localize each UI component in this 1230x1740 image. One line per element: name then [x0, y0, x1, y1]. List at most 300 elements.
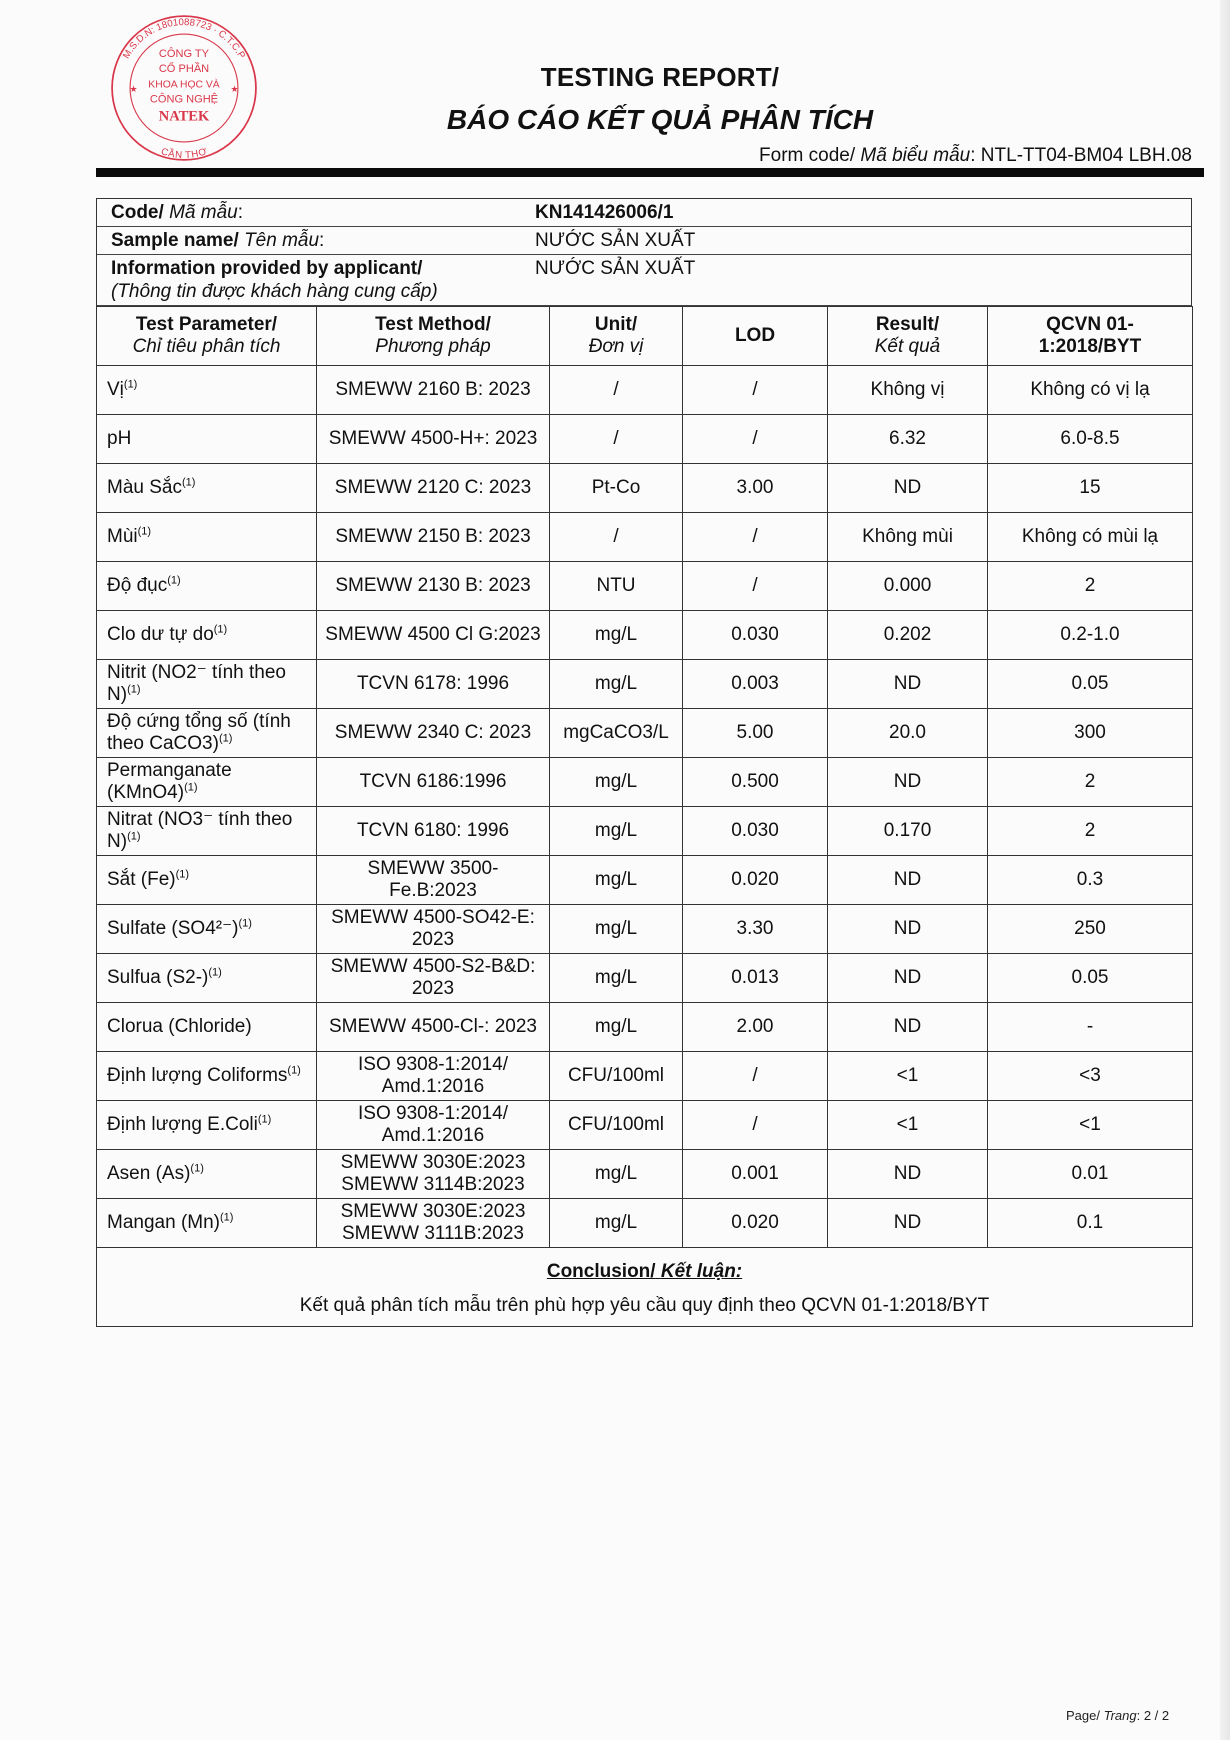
stamp-ring-text: M.S.D.N: 1801088723 · C.T.C.P: [121, 17, 248, 61]
cell-unit: [550, 856, 683, 905]
cell-limit: [988, 1199, 1193, 1248]
cell-unit: [550, 1101, 683, 1150]
cell-limit: [988, 905, 1193, 954]
param-text: Permanganate (KMnO4): [107, 760, 232, 803]
applicant-label-en: Information provided by applicant/: [111, 258, 423, 279]
cell-result: [828, 856, 988, 905]
cell-result: [828, 1003, 988, 1052]
cell-param: [97, 1150, 317, 1199]
lod-text: 0.001: [731, 1163, 779, 1184]
footnote-mark: (1): [220, 1211, 234, 1224]
unit-text: mg/L: [594, 1212, 638, 1233]
limit-text: 0.01: [1071, 1163, 1109, 1184]
method-text: SMEWW 2130 B: 2023: [335, 575, 531, 596]
page-value: : 2 / 2: [1136, 1708, 1170, 1723]
limit-text: <3: [1079, 1065, 1101, 1086]
form-code-label-vi: Mã biểu mẫu: [860, 145, 971, 166]
cell-unit: [550, 562, 683, 611]
cell-limit: [988, 464, 1193, 513]
cell-unit: [550, 513, 683, 562]
cell-result: [828, 415, 988, 464]
result-text: Không mùi: [862, 526, 953, 547]
limit-text: 0.05: [1071, 673, 1109, 694]
cell-param: [97, 807, 317, 856]
param-text: Mangan (Mn): [107, 1212, 220, 1233]
cell-unit: [550, 415, 683, 464]
stamp-line5: NATEK: [158, 108, 210, 125]
footnote-mark: (1): [257, 1113, 272, 1126]
cell-unit: [550, 905, 683, 954]
cell-limit: [988, 611, 1193, 660]
conclusion-title-en: Conclusion/: [546, 1261, 656, 1282]
code-value: KN141426006/1: [535, 202, 674, 223]
cell-result: [828, 709, 988, 758]
sample-value: NƯỚC SẢN XUẤT: [535, 230, 696, 251]
result-text: 6.32: [889, 428, 926, 449]
cell-result: [828, 758, 988, 807]
param-text: Vị: [107, 379, 124, 400]
table-row: [97, 513, 1193, 562]
results-table: [96, 306, 1193, 1327]
footnote-mark: (1): [218, 732, 233, 745]
cell-param: [97, 415, 317, 464]
table-row: [97, 905, 1193, 954]
cell-limit: [988, 807, 1193, 856]
cell-unit: [550, 1199, 683, 1248]
cell-lod: [683, 1101, 828, 1150]
header-qcvn-limit: [988, 307, 1193, 366]
cell-unit: [550, 807, 683, 856]
result-text: ND: [893, 477, 922, 498]
header-test-method-en: Test Method/: [375, 314, 491, 335]
unit-text: mg/L: [594, 918, 638, 939]
method-text: SMEWW 4500-Cl-: 2023: [328, 1016, 537, 1037]
cell-result: [828, 562, 988, 611]
lod-text: /: [752, 1114, 758, 1135]
unit-text: mg/L: [594, 820, 638, 841]
method-text: ISO 9308-1:2014/ Amd.1:2016: [358, 1054, 508, 1097]
footnote-mark: (1): [213, 623, 228, 636]
result-text: ND: [893, 869, 922, 890]
limit-text: 300: [1074, 722, 1106, 743]
cell-result: [828, 513, 988, 562]
cell-param: [97, 856, 317, 905]
cell-unit: [550, 1003, 683, 1052]
lod-text: /: [752, 526, 758, 547]
info-row-applicant: [97, 255, 1191, 306]
cell-limit: [988, 1150, 1193, 1199]
param-text: Độ đục: [107, 575, 168, 596]
lod-text: /: [752, 428, 758, 449]
limit-text: -: [1086, 1016, 1094, 1037]
limit-text: 0.3: [1076, 869, 1104, 890]
result-text: <1: [896, 1114, 919, 1135]
limit-text: 2: [1084, 820, 1096, 841]
table-row: [97, 856, 1193, 905]
header-unit-en: Unit/: [594, 314, 638, 335]
cell-unit: [550, 366, 683, 415]
cell-result: [828, 954, 988, 1003]
stamp-line4: CÔNG NGHỆ: [149, 93, 219, 106]
unit-text: NTU: [596, 575, 636, 596]
footnote-mark: (1): [181, 476, 196, 489]
cell-result: [828, 1150, 988, 1199]
limit-text: 0.05: [1071, 967, 1109, 988]
cell-param: [97, 660, 317, 709]
cell-limit: [988, 562, 1193, 611]
limit-text: 6.0-8.5: [1060, 428, 1120, 449]
method-text: SMEWW 4500 Cl G:2023: [325, 624, 541, 645]
param-text: Clo dư tự do: [107, 624, 214, 645]
footnote-mark: (1): [127, 830, 141, 843]
cell-limit: [988, 366, 1193, 415]
cell-param: [97, 709, 317, 758]
stamp-outer-ring: [112, 16, 256, 160]
form-code-value: : NTL-TT04-BM04 LBH.08: [970, 145, 1192, 166]
cell-param: [97, 758, 317, 807]
cell-method: [317, 1101, 550, 1150]
param-text: Nitrit (NO2⁻ tính theo N): [107, 662, 286, 705]
conclusion-text: Kết quả phân tích mẫu trên phù hợp yêu cầu quy định theo QCVN 01-1:2018/BYT: [299, 1295, 990, 1316]
unit-text: Pt-Co: [591, 477, 641, 498]
header-test-parameter: [97, 307, 317, 366]
cell-lod: [683, 856, 828, 905]
result-text: ND: [893, 1016, 922, 1037]
conclusion-cell: [97, 1248, 1193, 1327]
cell-lod: [683, 709, 828, 758]
table-header-row: [97, 307, 1193, 366]
cell-method: [317, 366, 550, 415]
conclusion-row: [97, 1248, 1193, 1327]
method-text: SMEWW 3030E:2023 SMEWW 3111B:2023: [340, 1201, 526, 1244]
cell-result: [828, 660, 988, 709]
lod-text: /: [752, 575, 758, 596]
header-lod-en: LOD: [734, 325, 776, 346]
table-row: [97, 562, 1193, 611]
method-text: SMEWW 2150 B: 2023: [335, 526, 531, 547]
result-text: ND: [893, 1163, 922, 1184]
limit-text: 2: [1084, 771, 1096, 792]
stamp-star-left-icon: ★: [129, 84, 138, 95]
footnote-mark: (1): [190, 1162, 204, 1175]
lod-text: 0.003: [731, 673, 779, 694]
cell-param: [97, 513, 317, 562]
cell-result: [828, 366, 988, 415]
cell-limit: [988, 856, 1193, 905]
unit-text: /: [613, 379, 619, 400]
limit-text: 250: [1074, 918, 1106, 939]
cell-method: [317, 464, 550, 513]
cell-lod: [683, 954, 828, 1003]
cell-method: [317, 1003, 550, 1052]
sample-label-en: Sample name/: [111, 230, 239, 251]
stamp-bottom-text: CẦN THƠ: [159, 146, 209, 162]
cell-method: [317, 709, 550, 758]
lod-text: 0.020: [731, 1212, 779, 1233]
cell-method: [317, 807, 550, 856]
cell-lod: [683, 513, 828, 562]
footnote-mark: (1): [184, 781, 198, 794]
cell-lod: [683, 905, 828, 954]
result-text: 0.202: [883, 624, 932, 645]
param-text: Sulfate (SO4²⁻): [107, 918, 239, 939]
method-text: ISO 9308-1:2014/ Amd.1:2016: [358, 1103, 508, 1146]
param-text: Mùi: [107, 526, 138, 547]
cell-method: [317, 758, 550, 807]
unit-text: /: [613, 526, 619, 547]
report-title-vi: BÁO CÁO KẾT QUẢ PHÂN TÍCH: [446, 104, 874, 135]
lod-text: /: [752, 1065, 758, 1086]
cell-result: [828, 611, 988, 660]
param-text: Định lượng Coliforms: [107, 1065, 288, 1086]
cell-unit: [550, 758, 683, 807]
cell-result: [828, 905, 988, 954]
lod-text: 0.030: [731, 624, 779, 645]
applicant-label-vi: (Thông tin được khách hàng cung cấp): [111, 281, 438, 302]
limit-text: 0.2-1.0: [1060, 624, 1120, 645]
cell-lod: [683, 366, 828, 415]
cell-result: [828, 1199, 988, 1248]
table-row: [97, 758, 1193, 807]
page-label-en: Page/: [1066, 1708, 1100, 1723]
result-text: 0.170: [883, 820, 932, 841]
result-text: Không vị: [870, 379, 945, 400]
limit-text: 2: [1084, 575, 1096, 596]
header-test-method-vi: Phương pháp: [375, 336, 491, 357]
cell-method: [317, 611, 550, 660]
limit-text: 15: [1079, 477, 1101, 498]
form-code: [759, 145, 1192, 167]
cell-lod: [683, 562, 828, 611]
cell-param: [97, 464, 317, 513]
param-text: Độ cứng tổng số (tính theo CaCO3): [107, 711, 291, 754]
cell-method: [317, 1052, 550, 1101]
footnote-mark: (1): [137, 525, 152, 538]
cell-lod: [683, 1003, 828, 1052]
table-row: [97, 464, 1193, 513]
param-text: Asen (As): [107, 1163, 191, 1184]
unit-text: mg/L: [594, 624, 638, 645]
header-lod: [683, 307, 828, 366]
header-divider: [96, 168, 1204, 177]
cell-lod: [683, 1199, 828, 1248]
report-title-en: TESTING REPORT/: [540, 62, 780, 92]
lod-text: 3.00: [736, 477, 774, 498]
footnote-mark: (1): [175, 868, 190, 881]
method-text: SMEWW 3500-Fe.B:2023: [367, 858, 499, 901]
header-test-parameter-vi: Chỉ tiêu phân tích: [132, 336, 281, 357]
cell-lod: [683, 660, 828, 709]
cell-lod: [683, 1150, 828, 1199]
footnote-mark: (1): [127, 683, 141, 696]
stamp-line2: CỔ PHẦN: [158, 63, 210, 76]
param-text: Sulfua (S2-): [107, 967, 209, 988]
method-text: SMEWW 3030E:2023 SMEWW 3114B:2023: [340, 1152, 526, 1195]
cell-lod: [683, 807, 828, 856]
stamp-line1: CÔNG TY: [158, 47, 210, 60]
info-row-code: Code/ Mã mẫu: KN141426006/1: [97, 199, 1191, 227]
sample-info-block: [96, 198, 1192, 306]
unit-text: mg/L: [594, 1163, 638, 1184]
result-text: 0.000: [883, 575, 932, 596]
cell-param: [97, 611, 317, 660]
cell-limit: [988, 415, 1193, 464]
page-number: [1066, 1708, 1169, 1723]
unit-text: mgCaCO3/L: [563, 722, 669, 743]
result-text: ND: [893, 771, 922, 792]
header-unit-vi: Đơn vị: [588, 336, 644, 357]
cell-unit: [550, 464, 683, 513]
cell-lod: [683, 611, 828, 660]
table-row: [97, 1003, 1193, 1052]
table-row: [97, 366, 1193, 415]
cell-unit: [550, 660, 683, 709]
footnote-mark: (1): [123, 378, 138, 391]
lod-text: 0.020: [731, 869, 779, 890]
cell-lod: [683, 1052, 828, 1101]
header-unit: [550, 307, 683, 366]
cell-result: [828, 464, 988, 513]
cell-lod: [683, 758, 828, 807]
table-row: [97, 1101, 1193, 1150]
stamp-star-right-icon: ★: [230, 84, 239, 95]
cell-unit: [550, 1052, 683, 1101]
table-row: [97, 1199, 1193, 1248]
param-text: Định lượng E.Coli: [107, 1114, 258, 1135]
footnote-mark: (1): [238, 917, 252, 930]
method-text: SMEWW 4500-H+: 2023: [328, 428, 538, 449]
cell-unit: [550, 1150, 683, 1199]
cell-method: [317, 1150, 550, 1199]
applicant-value: NƯỚC SẢN XUẤT: [535, 258, 696, 279]
cell-lod: [683, 464, 828, 513]
header-result: [828, 307, 988, 366]
cell-method: [317, 562, 550, 611]
unit-text: /: [613, 428, 619, 449]
cell-unit: [550, 611, 683, 660]
sample-label-vi: Tên mẫu: [244, 230, 320, 251]
cell-unit: [550, 709, 683, 758]
param-text: pH: [107, 428, 132, 449]
lod-text: 5.00: [736, 722, 774, 743]
cell-limit: [988, 954, 1193, 1003]
cell-method: [317, 660, 550, 709]
unit-text: mg/L: [594, 771, 638, 792]
table-row: [97, 954, 1193, 1003]
lod-text: 0.013: [731, 967, 779, 988]
page-label-vi: Trang: [1103, 1708, 1137, 1723]
result-text: ND: [893, 1212, 922, 1233]
param-text: Clorua (Chloride): [107, 1016, 252, 1037]
unit-text: mg/L: [594, 673, 638, 694]
cell-limit: [988, 758, 1193, 807]
cell-result: [828, 807, 988, 856]
limit-text: Không có vị lạ: [1030, 379, 1150, 400]
cell-result: [828, 1052, 988, 1101]
param-text: Màu Sắc: [107, 477, 182, 498]
table-row: [97, 1150, 1193, 1199]
cell-method: [317, 1199, 550, 1248]
method-text: SMEWW 4500-SO42-E: 2023: [331, 907, 535, 950]
table-row: [97, 807, 1193, 856]
header-qcvn-limit-en: QCVN 01-1:2018/BYT: [1038, 314, 1142, 357]
result-text: 20.0: [889, 722, 926, 743]
code-label-en: Code/: [111, 202, 164, 223]
header-result-en: Result/: [875, 314, 940, 335]
method-text: SMEWW 4500-S2-B&D: 2023: [330, 956, 536, 999]
param-text: Sắt (Fe): [107, 869, 176, 890]
unit-text: mg/L: [594, 967, 638, 988]
form-code-label-en: Form code/: [759, 145, 856, 166]
cell-param: [97, 905, 317, 954]
info-row-sample: Sample name/ Tên mẫu: NƯỚC SẢN XUẤT: [97, 227, 1191, 255]
stamp-inner-ring: [130, 34, 238, 142]
conclusion-title: [105, 1261, 1184, 1283]
cell-method: [317, 415, 550, 464]
method-text: TCVN 6186:1996: [359, 771, 507, 792]
header-test-parameter-en: Test Parameter/: [135, 314, 278, 335]
method-text: TCVN 6178: 1996: [356, 673, 510, 694]
limit-text: <1: [1079, 1114, 1101, 1135]
cell-method: [317, 954, 550, 1003]
limit-text: Không có mùi lạ: [1021, 526, 1159, 547]
cell-param: [97, 954, 317, 1003]
unit-text: mg/L: [594, 869, 638, 890]
cell-method: [317, 905, 550, 954]
footnote-mark: (1): [287, 1064, 301, 1077]
cell-param: [97, 366, 317, 415]
cell-result: [828, 1101, 988, 1150]
unit-text: CFU/100ml: [567, 1065, 665, 1086]
cell-param: [97, 1101, 317, 1150]
cell-param: [97, 1003, 317, 1052]
cell-limit: [988, 1003, 1193, 1052]
lod-text: 0.030: [731, 820, 779, 841]
lod-text: 2.00: [736, 1016, 774, 1037]
lod-text: 3.30: [736, 918, 774, 939]
stamp-line3: KHOA HỌC VÀ: [148, 79, 220, 91]
method-text: SMEWW 2340 C: 2023: [334, 722, 532, 743]
limit-text: 0.1: [1076, 1212, 1104, 1233]
unit-text: mg/L: [594, 1016, 638, 1037]
conclusion-title-vi: Kết luận:: [660, 1261, 743, 1282]
cell-limit: [988, 660, 1193, 709]
scan-edge: [1220, 0, 1230, 1740]
unit-text: CFU/100ml: [567, 1114, 665, 1135]
header-result-vi: Kết quả: [874, 336, 941, 357]
cell-method: [317, 513, 550, 562]
param-text: Nitrat (NO3⁻ tính theo N): [107, 809, 293, 852]
result-text: ND: [893, 673, 922, 694]
footnote-mark: (1): [167, 574, 181, 587]
cell-param: [97, 562, 317, 611]
method-text: TCVN 6180: 1996: [356, 820, 510, 841]
lod-text: 0.500: [731, 771, 779, 792]
table-row: [97, 660, 1193, 709]
cell-method: [317, 856, 550, 905]
company-seal-stamp: [110, 14, 258, 162]
result-text: <1: [896, 1065, 919, 1086]
cell-unit: [550, 954, 683, 1003]
result-text: ND: [893, 967, 922, 988]
header-test-method: [317, 307, 550, 366]
cell-limit: [988, 709, 1193, 758]
cell-limit: [988, 513, 1193, 562]
lod-text: /: [752, 379, 758, 400]
cell-param: [97, 1052, 317, 1101]
code-label-vi: Mã mẫu: [169, 202, 238, 223]
footnote-mark: (1): [208, 966, 222, 979]
